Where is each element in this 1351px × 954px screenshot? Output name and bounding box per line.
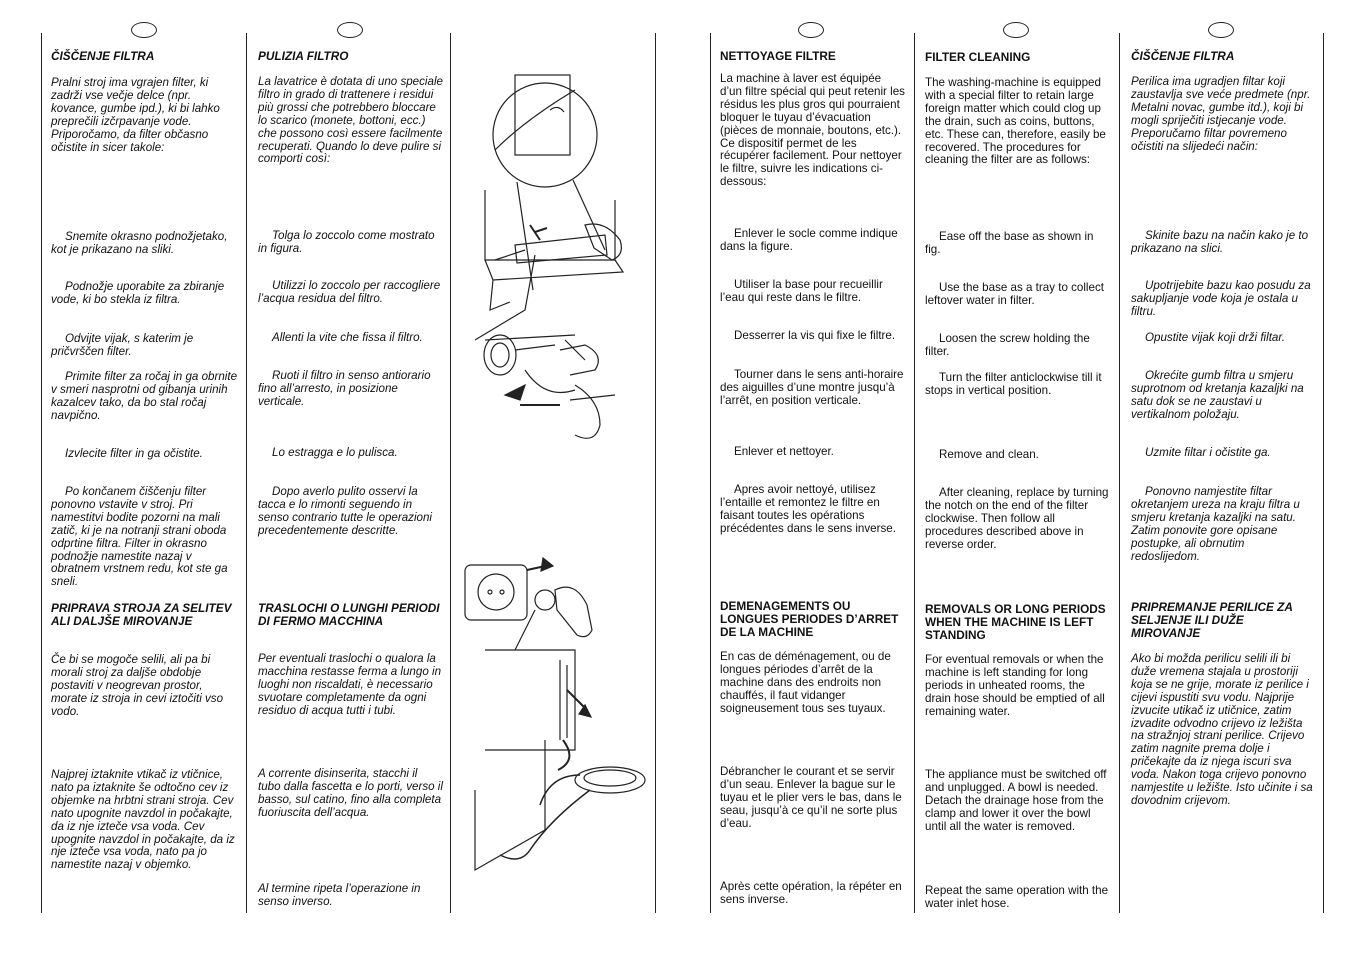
drain-hose-illustration: [475, 650, 645, 870]
paragraph-2: A corrente disinserita, stacchi il tubo dalla fascetta e lo porti, verso il basso, sul catino, fino alla completa fuoriuscita dell’acqua.: [258, 767, 443, 819]
column-rule: [914, 33, 915, 913]
step-5: Izvlecite filter in ga očistite.: [65, 447, 203, 460]
step-4: Ruoti il filtro in senso antiorario fino all’arresto, in posizione verticale.: [258, 369, 431, 408]
step-2: Utilizzi lo zoccolo per raccogliere l’acqua residua del filtro.: [258, 279, 441, 305]
step-5: Enlever et nettoyer.: [734, 445, 834, 458]
step-6: Dopo averlo pulito osservi la tacca e lo rimonti seguendo in senso contrario tutte le operazioni precedentemente descritte.: [258, 485, 433, 537]
section-heading: FILTER CLEANING: [925, 50, 1031, 64]
step-4: Turn the filter anticlockwise till it stops in vertical position.: [925, 371, 1102, 397]
step-6: After cleaning, replace by turning the notch on the end of the filter clockwise. Then follow all procedures described above in reverse order.: [925, 486, 1109, 551]
step-3: Desserrer la vis qui fixe le filtre.: [734, 329, 896, 342]
step-1: Tolga lo zoccolo come mostrato in figura.: [258, 229, 435, 255]
step-5: Lo estragga e lo pulisca.: [272, 446, 398, 459]
section-heading: NETTOYAGE FILTRE: [720, 49, 836, 63]
step-1: Enlever le socle comme indique dans la figure.: [720, 227, 898, 253]
column-rule: [655, 33, 656, 913]
step-6: Po končanem čiščenju filter ponovno vstavite v stroj. Pri namestitvi bodite pozorni na mali zatič, ki je na notranji strani oboda odprtine filtra. Filter in okrasno podnožje namestite nazaj v obratnem vrstnem redu, kot ste ga sneli.: [51, 485, 228, 589]
paragraph-1: Ako bi možda perilicu selili ili bi duže vremena stajala u prostoriji koja se ne grije, morate iz perilice i cijevi ispustiti svu vodu. Najprije izvucite utikač iz utičnice, zatim izvadite odvodno crijevo iz ležišta na stražnjoj strani perilice. Crijevo zatim nagnite prema dolje i pričekajte da iz njega iscuri sva voda. Nakon toga crijevo ponovno namjestite u ležište. Isto učinite i sa dovodnim crijevom.: [1131, 652, 1313, 807]
step-3: Odvijte vijak, s katerim je pričvrščen filter.: [51, 332, 194, 358]
step-2: Podnožje uporabite za zbiranje vode, ki bo stekla iz filtra.: [51, 280, 225, 306]
step-2: Upotrijebite bazu kao posudu za sakupljanje vode koja je ostala u filtru.: [1131, 279, 1311, 318]
intro-text: Pralni stroj ima vgrajen filter, ki zadrži vse večje delce (npr. kovance, gumbe ipd.), ki bi lahko preprečili izčrpavanje vode. Priporočamo, da filter občasno očistite in sicer takole:: [51, 76, 220, 154]
section-heading-2: TRASLOCHI O LUNGHI PERIODI DI FERMO MACCHINA: [258, 601, 440, 628]
column-rule: [710, 33, 711, 913]
step-5: Uzmite filtar i očistite ga.: [1145, 446, 1271, 459]
step-3: Allenti la vite che fissa il filtro.: [272, 331, 423, 344]
step-1: Snemite okrasno podnožjetako, kot je prikazano na sliki.: [51, 230, 228, 256]
step-1: Skinite bazu na način kako je to prikazano na slici.: [1131, 229, 1309, 255]
section-heading-2: DEMENAGEMENTS OU LONGUES PERIODES D’ARRET DE LA MACHINE: [720, 599, 899, 639]
step-6: Ponovno namjestite filtar okretanjem ureza na kraju filtra u smjeru kretanja kazaljki na satu. Zatim ponovite gore opisane postupke, ali obrnutim redoslijedom.: [1131, 485, 1300, 563]
step-6: Apres avoir nettoyé, utilisez l’entaille et remontez le filtre en faisant toutes les opérations précédentes dans le sens inverse.: [720, 483, 896, 535]
step-2: Use the base as a tray to collect leftover water in filter.: [925, 281, 1104, 307]
section-heading: ČIŠČENJE FILTRA: [1131, 49, 1235, 63]
intro-text: Perilica ima ugradjen filtar koji zaustavlja sve veće predmete (npr. Metalni novac, gumbe itd.), koji bi mogli spriječiti istjecanje vode. Preporučamo filtar povremeno očistiti na slijedeći način:: [1131, 75, 1311, 153]
column-rule: [246, 33, 247, 913]
step-3: Loosen the screw holding the filter.: [925, 332, 1090, 358]
page-number-oval-left: [131, 22, 157, 38]
section-heading: PULIZIA FILTRO: [258, 49, 349, 63]
step-4: Okrećite gumb filtra u smjeru suprotnom od kretanja kazaljki na satu dok se ne zaustavi u vertikalnom položaju.: [1131, 369, 1304, 421]
paragraph-2: Débrancher le courant et se servir d’un seau. Enlever la bague sur le tuyau et le plier vers le bas, dans le seau, jusqu’à ce qu’il ne sorte plus d’eau.: [720, 765, 902, 830]
page-number-oval-french: [798, 22, 824, 38]
step-4: Tourner dans le sens anti-horaire des aiguilles d’une montre jusqu’à l’arrêt, en position verticale.: [720, 368, 904, 407]
paragraph-3: Repeat the same operation with the water inlet hose.: [925, 884, 1109, 910]
step-2: Utiliser la base pour recueillir l’eau qui reste dans le filtre.: [720, 278, 883, 304]
intro-text: The washing-machine is equipped with a special filter to retain large foreign matter which could clog up the drain, such as coins, buttons, etc. These can, therefore, easily be recovered. The procedures for cleaning the filter are as follows:: [925, 76, 1106, 167]
page-number-oval-english: [1003, 22, 1029, 38]
paragraph-1: For eventual removals or when the machine is left standing for long periods in unheated rooms, the drain hose should be emptied of all remaining water.: [925, 653, 1105, 718]
column-rule: [1119, 33, 1120, 913]
section-heading: ČIŠČENJE FILTRA: [51, 49, 155, 63]
step-1: Ease off the base as shown in fig.: [925, 230, 1094, 256]
paragraph-1: Per eventuali traslochi o qualora la macchina restasse ferma a lungo in luoghi non riscaldati, è necessario svuotare completamente da ogni residuo di acqua tutti i tubi.: [258, 652, 442, 717]
column-rule: [450, 33, 451, 913]
unplug-illustration: [465, 558, 592, 650]
paragraph-3: Al termine ripeta l’operazione in senso inverso.: [258, 882, 421, 908]
column-rule: [41, 33, 42, 913]
paragraph-2: The appliance must be switched off and unplugged. A bowl is needed. Detach the drainage hose from the clamp and lower it over the bowl until all the water is removed.: [925, 768, 1107, 833]
section-heading-2: PRIPRAVA STROJA ZA SELITEV ALI DALJŠE MIROVANJE: [51, 601, 232, 628]
filter-cleaning-illustrations: [455, 50, 650, 880]
section-heading-2: REMOVALS OR LONG PERIODS WHEN THE MACHINE IS LEFT STANDING: [925, 602, 1106, 642]
intro-text: La lavatrice è dotata di uno speciale filtro in grado di trattenere i residui più grossi che potrebbero bloccare lo scarico (monete, bottoni, ecc.) che possono così essere facilmente recuperati. Quando lo deve pulire si comporti così:: [258, 75, 443, 166]
paragraph-1: En cas de déménagement, ou de longues périodes d’arrêt de la machine dans des endroits non chauffés, il faut vidanger soigneusement tous ses tuyaux.: [720, 650, 891, 715]
intro-text: La machine à laver est équipée d’un filtre spécial qui peut retenir les résidus les plus gros qui pourraient bloquer le tuyau d’évacuation (pièces de monnaie, boutons, etc.). Ce dispositif permet de les récupérer facilement. Pour nettoyer le filtre, suivre les indications ci-dessous:: [720, 72, 905, 189]
paragraph-2: Najprej iztaknite vtikač iz vtičnice, nato pa iztaknite še odtočno cev iz objemke na hrbtni strani stroja. Cev nato upognite navzdol in počakajte, da iz nje izteče vsa voda. Cev upognite navzdol in počakajte, da iz nje izteče vsa voda, nato pa jo namestite nazaj v objemko.: [51, 768, 235, 872]
step-3: Opustite vijak koji drži filtar.: [1145, 331, 1286, 344]
filter-turning-illustration: [484, 335, 615, 438]
column-rule: [1323, 33, 1324, 913]
page-number-oval-italian: [337, 22, 363, 38]
section-heading-2: PRIPREMANJE PERILICE ZA SELJENJE ILI DUŽE MIROVANJE: [1131, 600, 1293, 640]
step-4: Primite filter za ročaj in ga obrnite v smeri nasprotni od gibanja urinih kazalcev tako, da bo stal ročaj navpično.: [51, 370, 238, 422]
step-5: Remove and clean.: [939, 448, 1039, 461]
page-number-oval-croatian: [1208, 22, 1234, 38]
paragraph-1: Če bi se mogoče selili, ali pa bi morali stroj za daljše obdobje postaviti v neogrevan prostor, morate iz stroja in cevi iztočiti vso vodo.: [51, 653, 224, 718]
paragraph-3: Après cette opération, la répéter en sens inverse.: [720, 880, 902, 906]
machine-base-illustration: [475, 75, 623, 340]
